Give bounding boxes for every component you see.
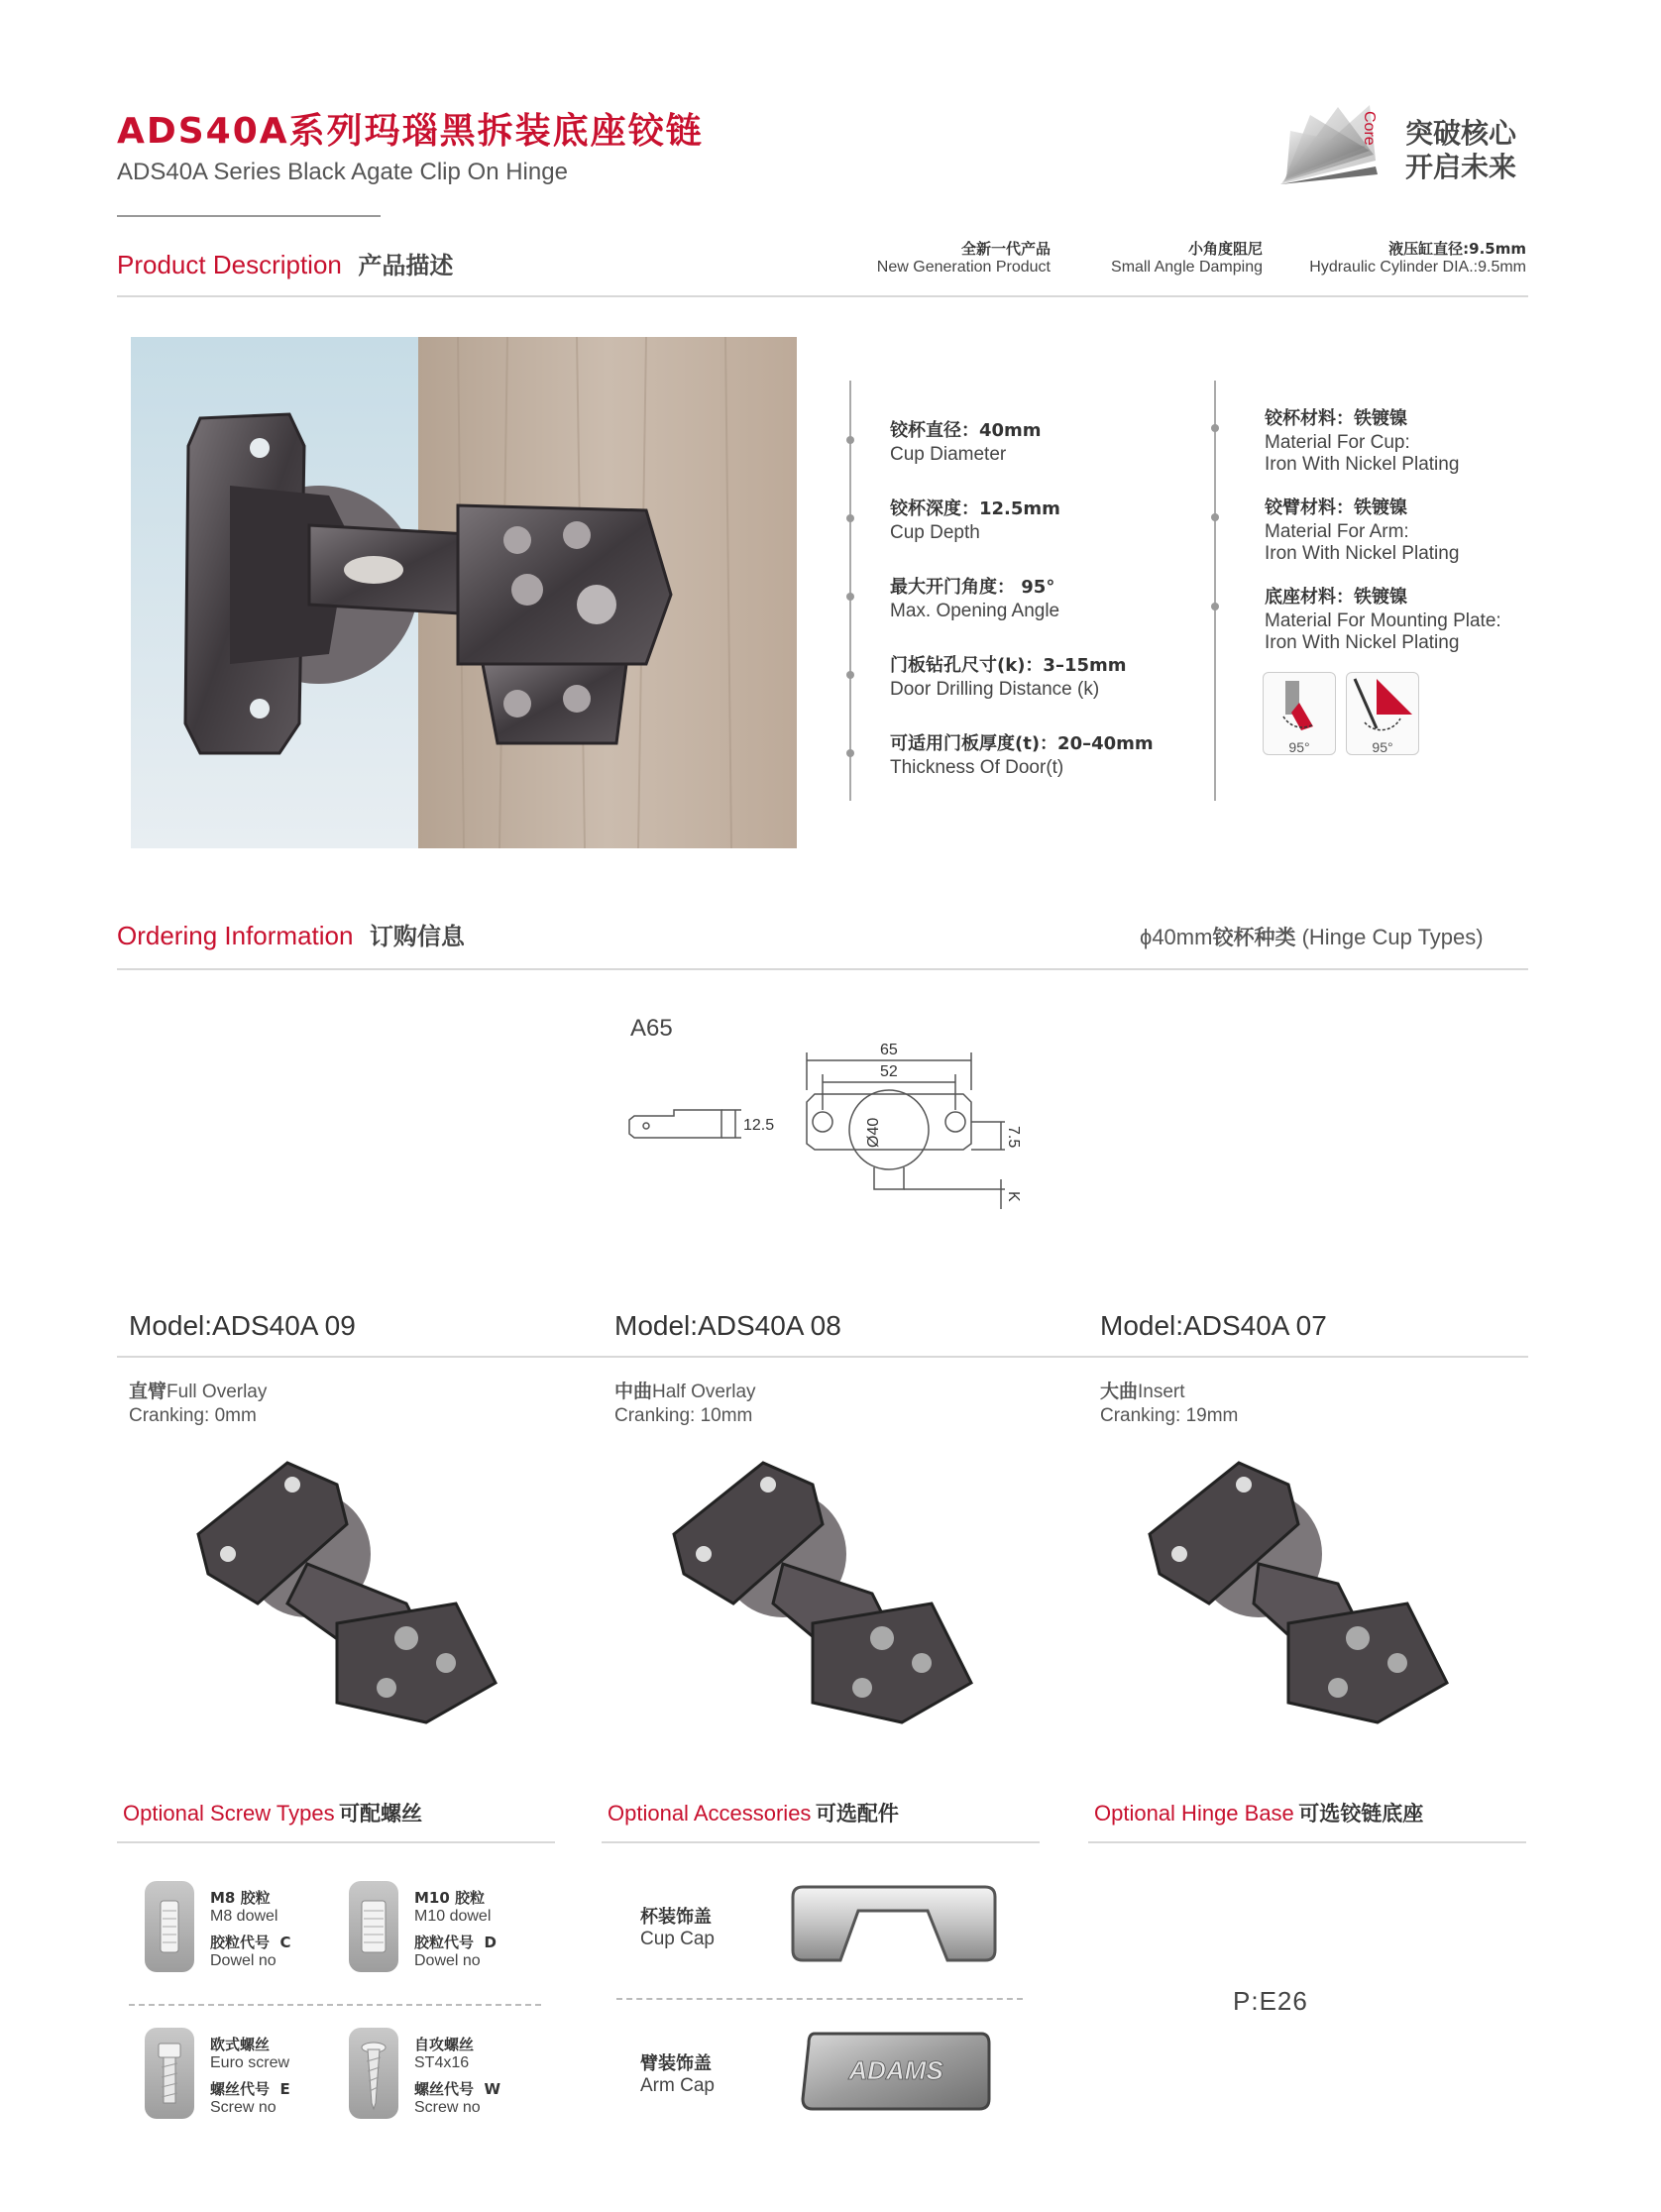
screw-code: E bbox=[279, 2080, 290, 2098]
logo-slogan bbox=[1405, 117, 1516, 184]
angle-icon-1 bbox=[1263, 672, 1336, 755]
technical-drawing bbox=[624, 1031, 1041, 1229]
code-label-en: Screw no bbox=[210, 2099, 277, 2116]
m8-dowel-icon bbox=[145, 1881, 194, 1972]
section-title-en: Ordering Information bbox=[117, 921, 354, 950]
code-label-cn: 胶粒代号 bbox=[210, 1934, 271, 1951]
code-label-en: Dowel no bbox=[414, 1952, 481, 1969]
material-divider-line bbox=[1214, 381, 1216, 801]
spec-cn: 可适用门板厚度(t)：20–40mm bbox=[890, 733, 1154, 754]
spec-opening-angle bbox=[890, 573, 1059, 622]
model-number: ADS40A 08 bbox=[698, 1310, 841, 1341]
code-label-cn: 螺丝代号 bbox=[414, 2080, 475, 2098]
material-en: Material For Cup: bbox=[1265, 432, 1410, 453]
section-divider bbox=[117, 968, 1528, 970]
spec-door-drilling bbox=[890, 651, 1127, 701]
hinge-image-07 bbox=[1140, 1455, 1467, 1732]
spec-cup-diameter bbox=[890, 416, 1042, 466]
accessory-name-en: Arm Cap bbox=[640, 2075, 715, 2096]
feature-en: New Generation Product bbox=[876, 259, 1051, 276]
option-title-cn: 可配螺丝 bbox=[339, 1802, 423, 1825]
screw-self-tapping bbox=[414, 2034, 500, 2117]
section-title-cn: 订购信息 bbox=[369, 923, 465, 950]
screw-name-en: ST4x16 bbox=[414, 2054, 470, 2071]
accessory-row-separator bbox=[616, 1998, 1023, 2000]
option-title-en: Optional Hinge Base bbox=[1094, 1801, 1294, 1825]
logo-core-text: Core bbox=[1361, 111, 1378, 146]
euro-screw-icon bbox=[145, 2028, 194, 2119]
code-label-en: Screw no bbox=[414, 2099, 481, 2116]
cranking-value: Cranking: 19mm bbox=[1100, 1405, 1239, 1426]
feature-new-generation bbox=[793, 238, 1051, 276]
model-title-07 bbox=[1100, 1310, 1327, 1342]
option-title-cn: 可选铰链底座 bbox=[1298, 1802, 1424, 1825]
model-prefix: Model: bbox=[1100, 1310, 1184, 1341]
spec-bullet bbox=[846, 749, 854, 757]
section-title-en: Product Description bbox=[117, 250, 342, 279]
arm-cap-image bbox=[801, 2030, 991, 2113]
model-08-desc bbox=[614, 1380, 756, 1428]
cranking-value: Cranking: 10mm bbox=[614, 1405, 753, 1426]
screw-m8-dowel bbox=[210, 1887, 290, 1970]
material-cup bbox=[1265, 404, 1459, 476]
screw-name-en: M10 dowel bbox=[414, 1908, 492, 1925]
overlay-type-en: Insert bbox=[1138, 1382, 1185, 1402]
feature-cn: 小角度阻尼 bbox=[1187, 240, 1263, 258]
cup-cap-image bbox=[789, 1883, 999, 1964]
model-number: ADS40A 09 bbox=[212, 1310, 356, 1341]
screw-euro bbox=[210, 2034, 290, 2117]
dim-40: Ø40 bbox=[865, 1117, 882, 1148]
option-title-en: Optional Accessories bbox=[608, 1801, 812, 1825]
accessory-name-en: Cup Cap bbox=[640, 1929, 715, 1949]
screw-name-en: Euro screw bbox=[210, 2054, 290, 2071]
angle-icon-2 bbox=[1346, 672, 1419, 755]
option-divider bbox=[602, 1841, 1040, 1843]
drawing-label: A65 bbox=[630, 1015, 673, 1042]
feature-en: Small Angle Damping bbox=[1111, 259, 1263, 276]
angle-label: 95° bbox=[1372, 739, 1393, 755]
section-divider bbox=[117, 295, 1528, 297]
screw-code: C bbox=[279, 1934, 291, 1951]
material-bullet bbox=[1211, 513, 1219, 521]
accessory-name-cn: 臂装饰盖 bbox=[640, 2053, 712, 2074]
code-label-en: Dowel no bbox=[210, 1952, 277, 1969]
overlay-type-cn: 中曲 bbox=[614, 1381, 653, 1402]
material-en-detail: Iron With Nickel Plating bbox=[1265, 632, 1460, 653]
feature-cn: 液压缸直径:9.5mm bbox=[1388, 240, 1526, 258]
screw-name-cn: 欧式螺丝 bbox=[210, 2036, 271, 2053]
screw-name-en: M8 dowel bbox=[210, 1908, 278, 1925]
option-title-en: Optional Screw Types bbox=[123, 1801, 335, 1825]
material-en: Material For Arm: bbox=[1265, 521, 1409, 542]
cup-types-en: (Hinge Cup Types) bbox=[1301, 925, 1484, 949]
spec-bullet bbox=[846, 593, 854, 601]
model-title-09 bbox=[129, 1310, 356, 1342]
model-number: ADS40A 07 bbox=[1183, 1310, 1327, 1341]
option-title-cn: 可选配件 bbox=[815, 1802, 899, 1825]
code-label-cn: 胶粒代号 bbox=[414, 1934, 475, 1951]
accessory-arm-cap bbox=[640, 2049, 715, 2097]
model-07-desc bbox=[1100, 1380, 1238, 1428]
section-ordering-information bbox=[117, 917, 465, 951]
spec-en: Thickness Of Door(t) bbox=[890, 757, 1064, 778]
feature-small-angle-damping bbox=[1051, 238, 1263, 276]
page-title-cn: ADS40A系列玛瑙黑拆装底座铰链 bbox=[117, 111, 704, 152]
section-product-description bbox=[117, 246, 453, 280]
hinge-image-08 bbox=[664, 1455, 991, 1732]
m10-dowel-icon bbox=[349, 1881, 398, 1972]
material-mounting-plate bbox=[1265, 583, 1501, 654]
material-en-detail: Iron With Nickel Plating bbox=[1265, 454, 1460, 475]
cup-types-size: ϕ40mm bbox=[1140, 925, 1213, 949]
option-hinge-base-title bbox=[1094, 1798, 1423, 1827]
feature-hydraulic-cylinder bbox=[1269, 238, 1526, 276]
option-accessories-title bbox=[608, 1798, 899, 1827]
material-bullet bbox=[1211, 603, 1219, 610]
spec-cn: 铰杯直径：40mm bbox=[890, 420, 1042, 441]
feature-cn: 全新一代产品 bbox=[960, 240, 1051, 258]
screw-name-cn: M8 胶粒 bbox=[210, 1889, 271, 1907]
spec-cup-depth bbox=[890, 495, 1060, 544]
material-cn: 底座材料：铁镀镍 bbox=[1265, 587, 1407, 608]
screw-name-cn: M10 胶粒 bbox=[414, 1889, 486, 1907]
overlay-type-en: Half Overlay bbox=[652, 1382, 756, 1402]
spec-en: Cup Depth bbox=[890, 522, 980, 543]
option-screw-types-title bbox=[123, 1798, 422, 1827]
page-title-en: ADS40A Series Black Agate Clip On Hinge bbox=[117, 159, 568, 185]
model-prefix: Model: bbox=[614, 1310, 699, 1341]
accessory-cup-cap bbox=[640, 1903, 715, 1950]
overlay-type-cn: 大曲 bbox=[1100, 1381, 1139, 1402]
screw-m10-dowel bbox=[414, 1887, 497, 1970]
screw-row-separator bbox=[129, 2004, 541, 2006]
cup-types-cn: 铰杯种类 bbox=[1212, 926, 1296, 949]
material-en-detail: Iron With Nickel Plating bbox=[1265, 543, 1460, 564]
spec-cn: 门板钻孔尺寸(k)：3–15mm bbox=[890, 655, 1127, 676]
cranking-value: Cranking: 0mm bbox=[129, 1405, 257, 1426]
dim-12-5: 12.5 bbox=[743, 1117, 775, 1134]
dim-7-5: 7.5 bbox=[1005, 1126, 1022, 1149]
spec-cn: 铰杯深度：12.5mm bbox=[890, 498, 1060, 519]
spec-cn: 最大开门角度： 95° bbox=[890, 577, 1055, 598]
angle-label: 95° bbox=[1288, 739, 1310, 755]
spec-bullet bbox=[846, 436, 854, 444]
hinge-image-09 bbox=[188, 1455, 515, 1732]
model-title-08 bbox=[614, 1310, 841, 1342]
material-bullet bbox=[1211, 424, 1219, 432]
hinge-photo bbox=[131, 337, 797, 848]
page-number: P:E26 bbox=[1233, 1986, 1308, 2016]
logo-slogan-line2: 开启未来 bbox=[1405, 151, 1517, 183]
spec-bullet bbox=[846, 514, 854, 522]
title-divider bbox=[117, 215, 381, 217]
dim-52: 52 bbox=[880, 1063, 898, 1080]
model-prefix: Model: bbox=[129, 1310, 213, 1341]
dim-65: 65 bbox=[880, 1042, 898, 1058]
spec-en: Door Drilling Distance (k) bbox=[890, 679, 1100, 700]
arm-cap-brand: ADAMS bbox=[848, 2055, 943, 2085]
spec-en: Cup Diameter bbox=[890, 444, 1007, 465]
models-divider bbox=[117, 1356, 1528, 1358]
code-label-cn: 螺丝代号 bbox=[210, 2080, 271, 2098]
overlay-type-en: Full Overlay bbox=[166, 1382, 268, 1402]
spec-door-thickness bbox=[890, 729, 1154, 779]
logo-slogan-line1: 突破核心 bbox=[1405, 117, 1517, 150]
screw-name-cn: 自攻螺丝 bbox=[414, 2036, 475, 2053]
spec-en: Max. Opening Angle bbox=[890, 601, 1060, 621]
material-cn: 铰杯材料：铁镀镍 bbox=[1265, 408, 1407, 429]
model-09-desc bbox=[129, 1380, 267, 1428]
dim-k: K bbox=[1005, 1191, 1022, 1202]
material-arm bbox=[1265, 494, 1459, 565]
self-tapping-screw-icon bbox=[349, 2028, 398, 2119]
screw-code: W bbox=[484, 2080, 501, 2098]
feature-en: Hydraulic Cylinder DIA.:9.5mm bbox=[1309, 259, 1526, 276]
accessory-name-cn: 杯装饰盖 bbox=[640, 1907, 712, 1928]
overlay-type-cn: 直臂 bbox=[129, 1381, 167, 1402]
section-title-cn: 产品描述 bbox=[358, 252, 454, 279]
material-en: Material For Mounting Plate: bbox=[1265, 610, 1501, 631]
material-cn: 铰臂材料：铁镀镍 bbox=[1265, 498, 1407, 518]
option-divider bbox=[117, 1841, 555, 1843]
hinge-cup-types bbox=[1140, 922, 1484, 951]
option-divider bbox=[1088, 1841, 1526, 1843]
screw-code: D bbox=[484, 1934, 497, 1951]
spec-bullet bbox=[846, 671, 854, 679]
